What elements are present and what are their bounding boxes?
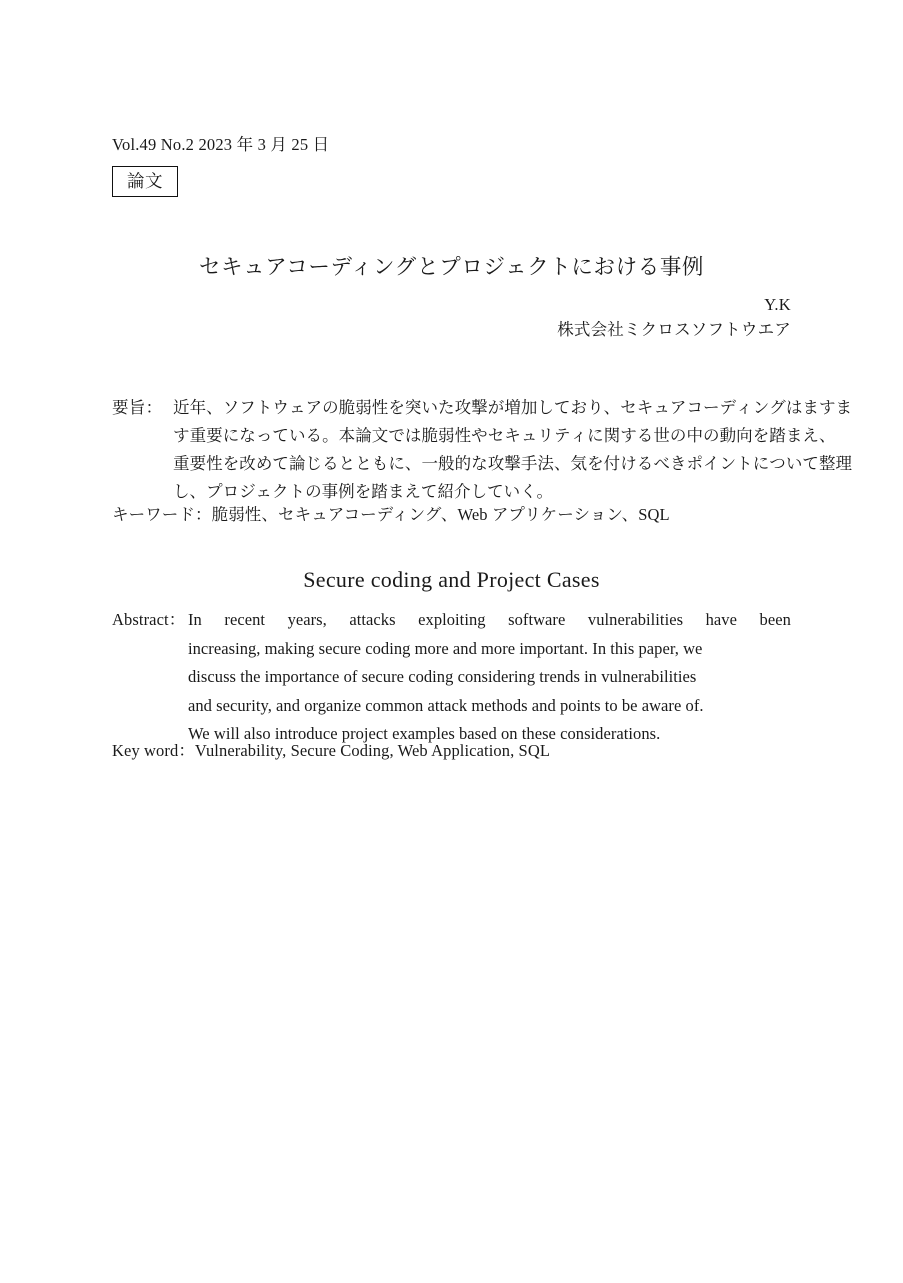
keywords-english: Key word：Vulnerability, Secure Coding, Web Application, SQL bbox=[112, 741, 551, 760]
abstract-english-label: Abstract： bbox=[112, 610, 186, 629]
abstract-japanese-line: す 重 要 に な っ て い る 。 本 論 文 で は 脆 弱 性 や セ キ ュ リ テ ィ に 関 す る 世 の 中 の 動 向 を 踏 ま え 、 bbox=[173, 426, 836, 445]
abstract-japanese-line: 近 年 、 ソ フ ト ウ ェ ア の 脆 弱 性 を 突 い た 攻 撃 が 増 加 し て お り 、 セ キ ュ ア コ ー デ ィ ン グ は ま す ま bbox=[173, 398, 853, 417]
abstract-english bbox=[112, 606, 791, 749]
author-name: Y.K bbox=[764, 295, 791, 314]
article-category-box bbox=[112, 166, 178, 197]
abstract-english-body bbox=[112, 606, 791, 749]
abstract-japanese-line: 重 要 性 を 改 め て 論 じ る と と も に 、 一 般 的 な 攻 撃 手 法 、 気 を 付 け る べ き ポ イ ン ト に つ い て 整 理 bbox=[173, 454, 853, 473]
author-block bbox=[557, 294, 791, 341]
keywords-japanese: キーワード：脆弱性、セキュアコーディング、Web アプリケーション、SQL bbox=[112, 505, 670, 524]
abstract-english-line: increasing, making secure coding more and more important. In this paper, we bbox=[188, 638, 703, 658]
article-category-label: 論文 bbox=[127, 170, 163, 191]
abstract-japanese-body bbox=[112, 394, 853, 506]
abstract-japanese-label: 要旨： bbox=[112, 398, 163, 417]
abstract-english-line: discuss the importance of secure coding considering trends in vulnerabilities bbox=[188, 667, 697, 686]
abstract-english-line: We will also introduce project examples based on these considerations. bbox=[188, 724, 661, 743]
author-affiliation: 株式会社ミクロスソフトウエア bbox=[557, 320, 791, 339]
abstract-english-line: and security, and organize common attack methods and points to be aware of. bbox=[188, 695, 704, 715]
abstract-japanese-line: し、プロジェクトの事例を踏まえて紹介していく。 bbox=[173, 482, 553, 501]
abstract-japanese bbox=[112, 394, 853, 506]
journal-issue-line: Vol.49 No.2 2023 年 3 月 25 日 bbox=[112, 135, 330, 154]
page-title-japanese: セキュアコーディングとプロジェクトにおける事例 bbox=[198, 255, 705, 279]
abstract-english-line: In recent years, attacks exploiting software vulnerabilities have been bbox=[188, 610, 791, 629]
page-title-english: Secure coding and Project Cases bbox=[303, 567, 600, 592]
